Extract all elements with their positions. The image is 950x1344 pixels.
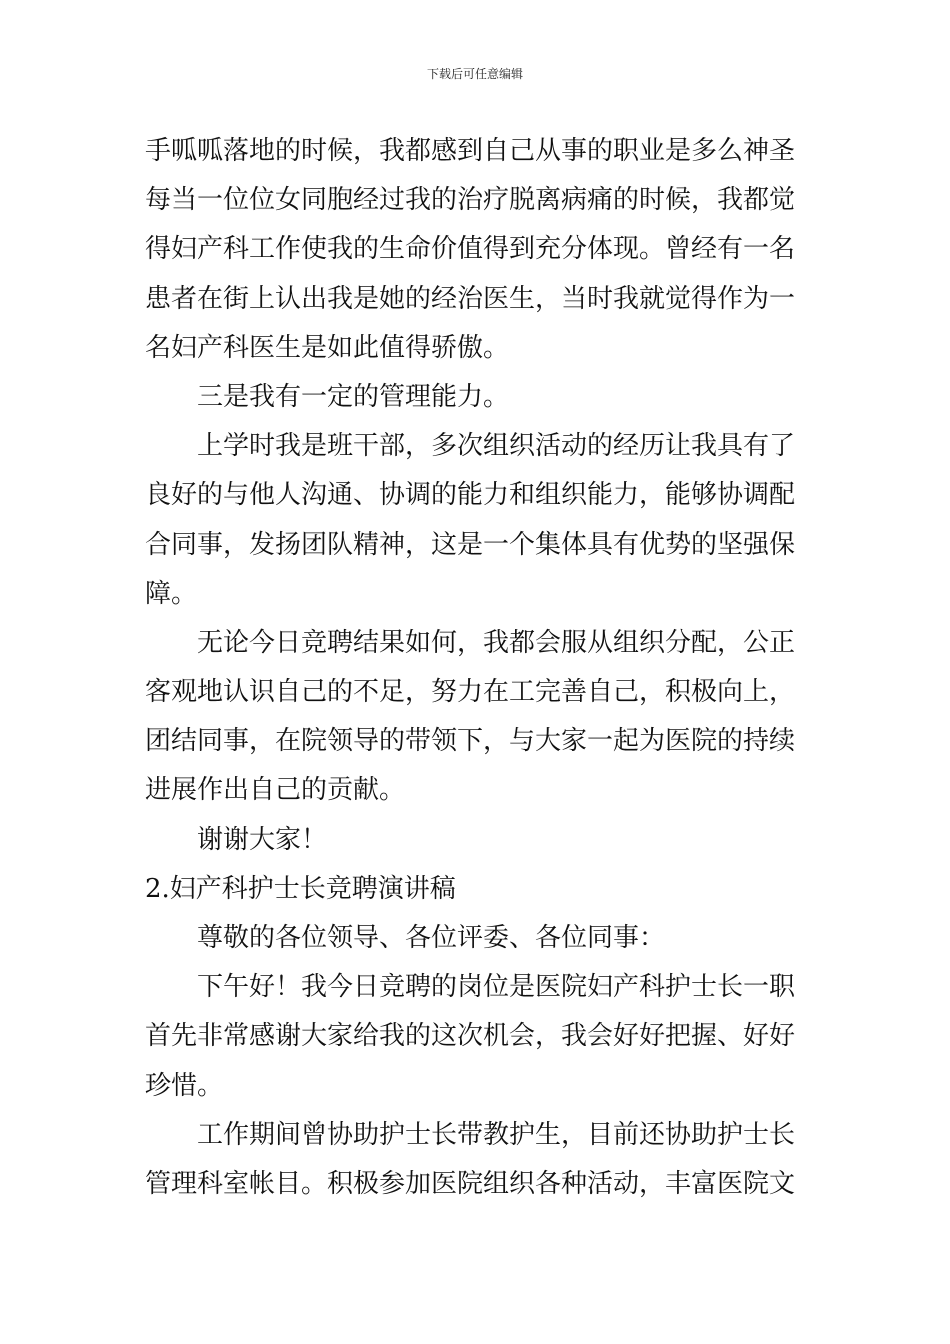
text-line: 工作期间曾协助护士长带教护生，目前还协助护士长	[197, 1119, 796, 1150]
text-line: 团结同事，在院领导的带领下，与大家一起为医院的持续	[145, 726, 796, 757]
text-line: 下午好！我今日竞聘的岗位是医院妇产科护士长一职	[197, 972, 796, 1003]
text-line: 无论今日竞聘结果如何，我都会服从组织分配，公正	[197, 627, 796, 658]
text-line: 障。	[145, 578, 198, 609]
text-line: 管理科室帐目。积极参加医院组织各种活动，丰富医院文	[145, 1168, 796, 1199]
text-line: 名妇产科医生是如此值得骄傲。	[145, 332, 510, 363]
text-line: 谢谢大家！	[197, 824, 328, 855]
text-line: 珍惜。	[145, 1070, 224, 1101]
document-body	[145, 127, 810, 1209]
text-line: 上学时我是班干部，多次组织活动的经历让我具有了	[197, 431, 796, 462]
text-line: 每当一位位女同胞经过我的治疗脱离病痛的时候，我都觉	[145, 185, 796, 216]
text-line: 首先非常感谢大家给我的这次机会，我会好好把握、好好	[145, 1021, 796, 1052]
text-line: 患者在街上认出我是她的经治医生，当时我就觉得作为一	[145, 283, 796, 314]
text-line: 客观地认识自己的不足，努力在工完善自己，积极向上，	[145, 677, 796, 708]
text-line: 得妇产科工作使我的生命价值得到充分体现。曾经有一名	[145, 234, 796, 265]
text-line: 进展作出自己的贡献。	[145, 775, 406, 806]
text-line: 合同事，发扬团队精神，这是一个集体具有优势的坚强保	[145, 529, 796, 560]
text-line: 手呱呱落地的时候，我都感到自己从事的职业是多么神圣	[145, 136, 796, 166]
section-heading: 2.妇产科护士长竞聘演讲稿	[145, 873, 456, 904]
page-header: 下载后可任意编辑	[426, 67, 523, 81]
text-line: 尊敬的各位领导、各位评委、各位同事：	[197, 923, 666, 953]
text-line: 良好的与他人沟通、协调的能力和组织能力，能够协调配	[145, 480, 796, 511]
text-line: 三是我有一定的管理能力。	[197, 381, 510, 412]
